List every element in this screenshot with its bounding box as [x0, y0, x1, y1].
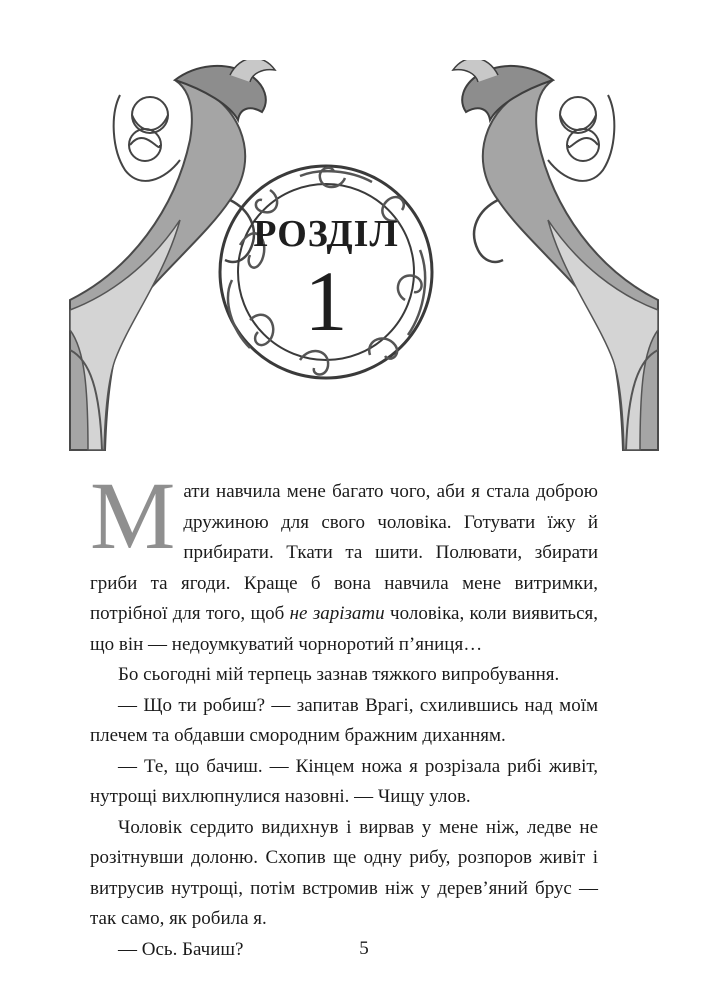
- paragraph-3: — Що ти робиш? — запитав Врагі, схилившись над моїм плечем та обдавши смородним бражним диханням.: [90, 694, 598, 746]
- paragraph-4: — Те, що бачиш. — Кінцем ножа я розрізала рибі живіт, нутрощі вихлюпнулися назовні. — Чищу улов.: [90, 755, 598, 807]
- paragraph-1-end: чоловіка, коли виявиться, що він — недоумкуватий чорноротий п’яниця…: [90, 603, 598, 655]
- page-number: 5: [359, 938, 369, 959]
- paragraph-2: Бо сьогодні мій терпець зазнав тяжкого випробування.: [118, 664, 560, 685]
- right-dragon-prow: [453, 60, 658, 450]
- paragraph-5: Чоловік сердито видихнув і вирвав у мене ніж, ледве не розітнувши долоню. Схопив ще одну рибу, розпоров живіт і витрусив нутрощі, потім встромив ніж у дерев’яний брус — так само, як робила я.: [90, 816, 598, 929]
- emphasized-phrase: не зарізати: [289, 603, 385, 624]
- paragraph-1: [90, 462, 598, 660]
- chapter-number: 1: [304, 253, 348, 349]
- paragraph-6: — Ось. Бачиш?: [118, 938, 244, 960]
- drop-cap: М: [90, 462, 176, 569]
- chapter-text: [90, 462, 598, 965]
- paragraph-1-start: ати навчила мене багато чого, аби я стала доброю дружиною для свого чоловіка. Готувати їжу й прибирати. Ткати та шити. Полювати, збирати гриби та ягоди. Краще б вона навчила мене витримки, потрібної для того, щоб: [90, 481, 598, 624]
- chapter-label: РОЗДІЛ: [253, 213, 399, 255]
